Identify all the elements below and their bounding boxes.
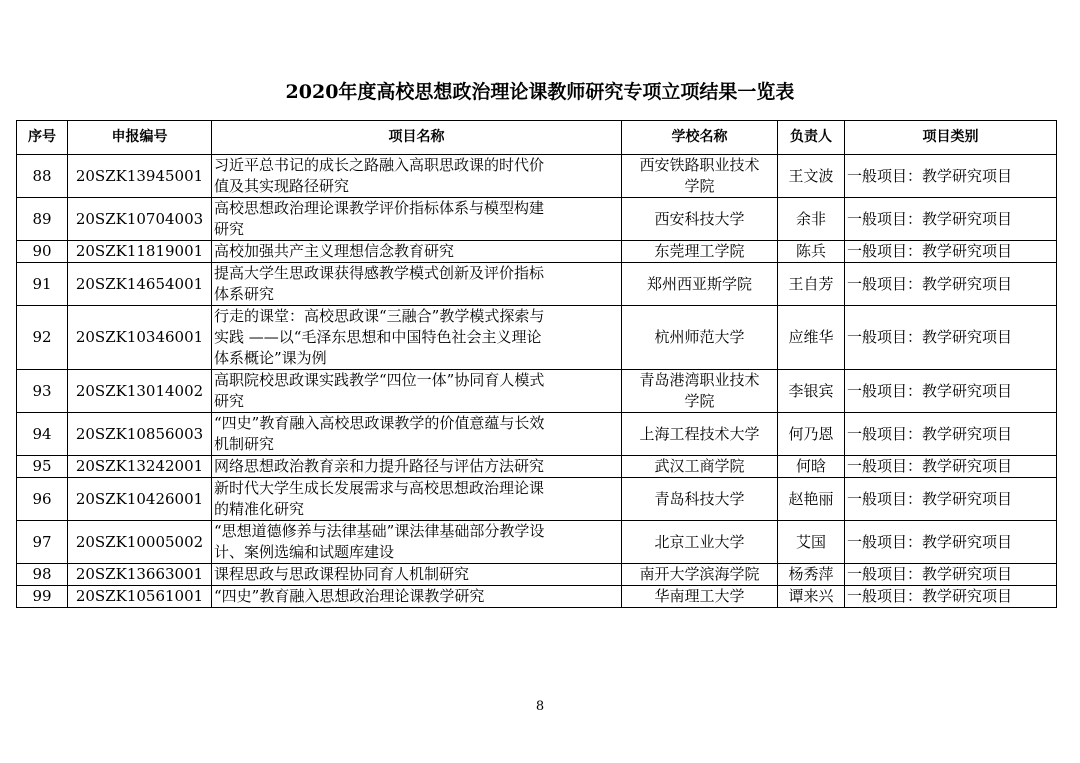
cell-leader: 谭来兴	[778, 586, 845, 608]
cell-category: 一般项目：教学研究项目	[845, 370, 1057, 413]
table-row	[17, 564, 1057, 586]
cell-no: 94	[17, 413, 68, 456]
cell-no: 88	[17, 155, 68, 198]
cell-leader: 何晗	[778, 456, 845, 478]
cell-school: 东莞理工学院	[622, 241, 778, 263]
column-header-category: 项目类别	[845, 121, 1057, 155]
cell-no: 95	[17, 456, 68, 478]
cell-leader: 杨秀萍	[778, 564, 845, 586]
cell-no: 93	[17, 370, 68, 413]
cell-school: 郑州西亚斯学院	[622, 263, 778, 306]
cell-no: 92	[17, 306, 68, 370]
cell-no: 98	[17, 564, 68, 586]
cell-code: 20SZK10561001	[68, 586, 212, 608]
project-results-table	[16, 120, 1057, 608]
cell-code: 20SZK10346001	[68, 306, 212, 370]
cell-code: 20SZK14654001	[68, 263, 212, 306]
cell-project: 提高大学生思政课获得感教学模式创新及评价指标 体系研究	[212, 263, 622, 306]
cell-leader: 余非	[778, 198, 845, 241]
cell-leader: 何乃恩	[778, 413, 845, 456]
table-row	[17, 586, 1057, 608]
cell-project: 高校思想政治理论课教学评价指标体系与模型构建 研究	[212, 198, 622, 241]
cell-project: 习近平总书记的成长之路融入高职思政课的时代价 值及其实现路径研究	[212, 155, 622, 198]
cell-leader: 艾国	[778, 521, 845, 564]
table-row	[17, 413, 1057, 456]
table-row	[17, 241, 1057, 263]
column-header-code: 申报编号	[68, 121, 212, 155]
column-header-project: 项目名称	[212, 121, 622, 155]
cell-leader: 李银宾	[778, 370, 845, 413]
cell-leader: 赵艳丽	[778, 478, 845, 521]
cell-project: 课程思政与思政课程协同育人机制研究	[212, 564, 622, 586]
cell-school: 西安铁路职业技术 学院	[622, 155, 778, 198]
cell-category: 一般项目：教学研究项目	[845, 155, 1057, 198]
cell-school: 南开大学滨海学院	[622, 564, 778, 586]
cell-code: 20SZK13242001	[68, 456, 212, 478]
cell-category: 一般项目：教学研究项目	[845, 306, 1057, 370]
cell-project: 高职院校思政课实践教学“四位一体”协同育人模式 研究	[212, 370, 622, 413]
cell-project: “思想道德修养与法律基础”课法律基础部分教学设 计、案例选编和试题库建设	[212, 521, 622, 564]
table-row	[17, 263, 1057, 306]
cell-school: 华南理工大学	[622, 586, 778, 608]
table-row	[17, 155, 1057, 198]
cell-category: 一般项目：教学研究项目	[845, 586, 1057, 608]
column-header-no: 序号	[17, 121, 68, 155]
cell-project: “四史”教育融入高校思政课教学的价值意蕴与长效 机制研究	[212, 413, 622, 456]
cell-code: 20SZK13663001	[68, 564, 212, 586]
cell-school: 上海工程技术大学	[622, 413, 778, 456]
table-row	[17, 521, 1057, 564]
cell-project: “四史”教育融入思想政治理论课教学研究	[212, 586, 622, 608]
cell-category: 一般项目：教学研究项目	[845, 521, 1057, 564]
page-number: 8	[535, 699, 545, 714]
cell-category: 一般项目：教学研究项目	[845, 413, 1057, 456]
cell-leader: 王文波	[778, 155, 845, 198]
cell-leader: 王自芳	[778, 263, 845, 306]
cell-category: 一般项目：教学研究项目	[845, 478, 1057, 521]
cell-project: 高校加强共产主义理想信念教育研究	[212, 241, 622, 263]
table-header-row	[17, 121, 1057, 155]
table-row	[17, 478, 1057, 521]
column-header-school: 学校名称	[622, 121, 778, 155]
table-row	[17, 456, 1057, 478]
cell-project: 行走的课堂：高校思政课“三融合”教学模式探索与 实践 ——以“毛泽东思想和中国特色社会主义理论 体系概论”课为例	[212, 306, 622, 370]
cell-category: 一般项目：教学研究项目	[845, 263, 1057, 306]
column-header-leader: 负责人	[778, 121, 845, 155]
cell-no: 90	[17, 241, 68, 263]
cell-school: 青岛港湾职业技术 学院	[622, 370, 778, 413]
cell-no: 99	[17, 586, 68, 608]
cell-category: 一般项目：教学研究项目	[845, 456, 1057, 478]
table-row	[17, 306, 1057, 370]
cell-school: 北京工业大学	[622, 521, 778, 564]
cell-no: 91	[17, 263, 68, 306]
cell-school: 武汉工商学院	[622, 456, 778, 478]
cell-category: 一般项目：教学研究项目	[845, 564, 1057, 586]
cell-category: 一般项目：教学研究项目	[845, 241, 1057, 263]
cell-leader: 陈兵	[778, 241, 845, 263]
cell-code: 20SZK10704003	[68, 198, 212, 241]
cell-no: 89	[17, 198, 68, 241]
cell-code: 20SZK11819001	[68, 241, 212, 263]
cell-code: 20SZK10856003	[68, 413, 212, 456]
cell-project: 网络思想政治教育亲和力提升路径与评估方法研究	[212, 456, 622, 478]
cell-school: 青岛科技大学	[622, 478, 778, 521]
cell-no: 96	[17, 478, 68, 521]
cell-school: 杭州师范大学	[622, 306, 778, 370]
page-title: 2020年度高校思想政治理论课教师研究专项立项结果一览表	[285, 81, 795, 103]
cell-category: 一般项目：教学研究项目	[845, 198, 1057, 241]
cell-school: 西安科技大学	[622, 198, 778, 241]
cell-code: 20SZK13945001	[68, 155, 212, 198]
cell-project: 新时代大学生成长发展需求与高校思想政治理论课 的精准化研究	[212, 478, 622, 521]
cell-code: 20SZK13014002	[68, 370, 212, 413]
cell-code: 20SZK10426001	[68, 478, 212, 521]
table-row	[17, 370, 1057, 413]
cell-leader: 应维华	[778, 306, 845, 370]
cell-no: 97	[17, 521, 68, 564]
cell-code: 20SZK10005002	[68, 521, 212, 564]
table-row	[17, 198, 1057, 241]
